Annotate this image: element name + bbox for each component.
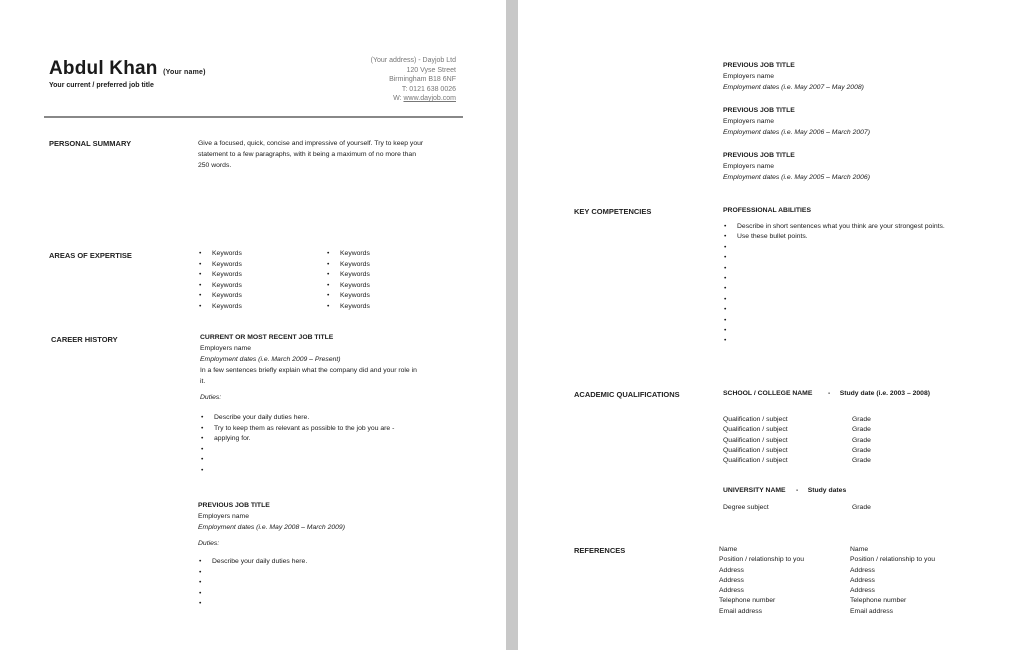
expertise-list-left	[198, 249, 242, 313]
reference-line: Name	[719, 546, 738, 553]
list-item	[723, 326, 945, 336]
list-item	[198, 568, 307, 579]
reference-line: Telephone number	[719, 597, 776, 605]
job-title: PREVIOUS JOB TITLE	[723, 152, 795, 159]
list-item: • Keywords	[198, 291, 242, 302]
website-link[interactable]: www.dayjob.com	[403, 95, 456, 102]
list-item: • Keywords	[326, 291, 370, 302]
career-history-heading: CAREER HISTORY	[51, 335, 118, 344]
employer: Employers name	[723, 118, 774, 125]
current-description: In a few sentences briefly explain what the company did and your role in	[200, 367, 417, 374]
list-item	[723, 284, 945, 294]
reference-line: Email address	[850, 607, 894, 615]
page-two	[518, 0, 1024, 650]
name-hint: (Your name)	[163, 69, 206, 76]
professional-abilities-heading: PROFESSIONAL ABILITIES	[723, 207, 811, 214]
key-competencies-heading: KEY COMPETENCIES	[574, 207, 652, 216]
university-name: UNIVERSITY NAME	[723, 487, 786, 494]
reference-line: Address	[850, 576, 875, 584]
list-item	[198, 599, 307, 610]
reference-line: Name	[850, 546, 869, 553]
job-title: Your current / preferred job title	[49, 82, 154, 89]
list-item	[723, 336, 945, 346]
expertise-heading: AREAS OF EXPERTISE	[49, 251, 132, 260]
candidate-name: Abdul Khan (Your name)	[49, 58, 206, 79]
employment-dates: Employment dates (i.e. May 2006 – March 2007)	[723, 129, 870, 136]
employment-dates: Employment dates (i.e. May 2005 – March 2006)	[723, 174, 870, 181]
previous-employer: Employers name	[198, 513, 249, 520]
grade: Grade	[852, 446, 871, 454]
list-item: • Keywords	[326, 249, 370, 260]
current-employer: Employers name	[200, 345, 251, 352]
current-job	[200, 332, 417, 403]
grade: Grade	[852, 436, 871, 444]
previous-job	[198, 500, 345, 549]
employer: Employers name	[723, 163, 774, 170]
list-item	[723, 253, 945, 263]
current-duties-list	[200, 413, 394, 477]
references-heading: REFERENCES	[574, 546, 626, 555]
previous-job-2	[723, 105, 870, 138]
list-item	[200, 445, 394, 456]
current-dates: Employment dates (i.e. March 2009 – Present)	[200, 356, 341, 363]
current-job-title: CURRENT OR MOST RECENT JOB TITLE	[200, 334, 334, 341]
school-dates: - Study date (i.e. 2003 – 2008)	[828, 390, 930, 397]
address-line: T: 0121 638 0026	[401, 85, 456, 93]
qualification: Qualification / subject	[723, 426, 788, 434]
list-item: • Describe in short sentences what you think are your strongest points.	[723, 222, 945, 232]
competencies-list	[723, 222, 945, 347]
university-dates: - Study dates	[796, 487, 847, 494]
reference-line: Position / relationship to you	[850, 556, 936, 564]
academic-qualifications-heading: ACADEMIC QUALIFICATIONS	[574, 390, 680, 399]
list-item	[723, 264, 945, 274]
reference-line: Address	[850, 566, 875, 574]
reference-line: Position / relationship to you	[719, 556, 805, 564]
list-item	[200, 455, 394, 466]
previous-job-title: PREVIOUS JOB TITLE	[198, 502, 270, 509]
qualification: Qualification / subject	[723, 457, 788, 465]
list-item	[200, 466, 394, 477]
list-item: • Try to keep them as relevant as possible to the job you are -	[200, 424, 394, 435]
list-item: • Keywords	[198, 302, 242, 313]
page-gap	[506, 0, 518, 650]
expertise-list-right	[326, 249, 370, 313]
list-item: • Keywords	[198, 281, 242, 292]
qualification: Qualification / subject	[723, 436, 788, 444]
qualification: Qualification / subject	[723, 446, 788, 454]
reference-line: Address	[719, 566, 744, 574]
previous-job-1	[723, 60, 864, 93]
grade: Grade	[852, 457, 871, 465]
list-item: • applying for.	[200, 434, 394, 445]
page-one	[0, 0, 506, 650]
degree-subject: Degree subject	[723, 504, 769, 511]
reference-line: Address	[719, 576, 744, 584]
list-item: • Keywords	[326, 302, 370, 313]
previous-dates: Employment dates (i.e. May 2008 – March 2009)	[198, 524, 345, 531]
previous-job-3	[723, 150, 870, 183]
list-item: • Use these bullet points.	[723, 232, 945, 242]
address-line: Birmingham B18 6NF	[389, 76, 456, 83]
address-block	[371, 56, 456, 104]
duties-label: Duties:	[200, 394, 222, 401]
job-title: PREVIOUS JOB TITLE	[723, 107, 795, 114]
list-item: • Keywords	[326, 281, 370, 292]
website-line: W: www.dayjob.com	[393, 95, 456, 102]
grade: Grade	[852, 416, 871, 423]
grade: Grade	[852, 426, 871, 434]
reference-line: Email address	[719, 607, 763, 615]
reference-line: Telephone number	[850, 597, 907, 605]
address-line: 120 Vyse Street	[406, 66, 456, 74]
qualifications-list	[723, 415, 788, 466]
job-title: PREVIOUS JOB TITLE	[723, 62, 795, 69]
personal-summary-text: Give a focused, quick, concise and impressive of yourself. Try to keep your statement to a few paragraphs, with it being a maximum of no more than 250 words.	[198, 140, 424, 169]
address-line: (Your address) - Dayjob Ltd	[370, 57, 456, 64]
school-name: SCHOOL / COLLEGE NAME	[723, 390, 813, 397]
personal-summary-heading: PERSONAL SUMMARY	[49, 139, 132, 148]
degree-grade: Grade	[852, 504, 871, 511]
current-description: it.	[200, 378, 206, 385]
list-item: • Describe your daily duties here.	[198, 557, 307, 568]
previous-duties-list	[198, 557, 307, 610]
list-item: • Keywords	[326, 270, 370, 281]
list-item	[723, 274, 945, 284]
list-item	[198, 589, 307, 600]
list-item	[723, 305, 945, 315]
employer: Employers name	[723, 73, 774, 80]
list-item: • Keywords	[198, 270, 242, 281]
list-item: • Keywords	[198, 249, 242, 260]
reference-one	[719, 545, 804, 617]
list-item: • Keywords	[198, 260, 242, 271]
list-item	[723, 295, 945, 305]
list-item	[198, 578, 307, 589]
duties-label: Duties:	[198, 540, 220, 547]
reference-line: Address	[850, 587, 875, 595]
header-divider	[44, 116, 463, 118]
list-item: • Keywords	[326, 260, 370, 271]
grades-list	[852, 415, 871, 466]
reference-line: Address	[719, 587, 744, 595]
list-item	[723, 316, 945, 326]
qualification: Qualification / subject	[723, 416, 788, 423]
employment-dates: Employment dates (i.e. May 2007 – May 2008)	[723, 84, 864, 91]
list-item: • Describe your daily duties here.	[200, 413, 394, 424]
list-item	[723, 243, 945, 253]
reference-two	[850, 545, 935, 617]
